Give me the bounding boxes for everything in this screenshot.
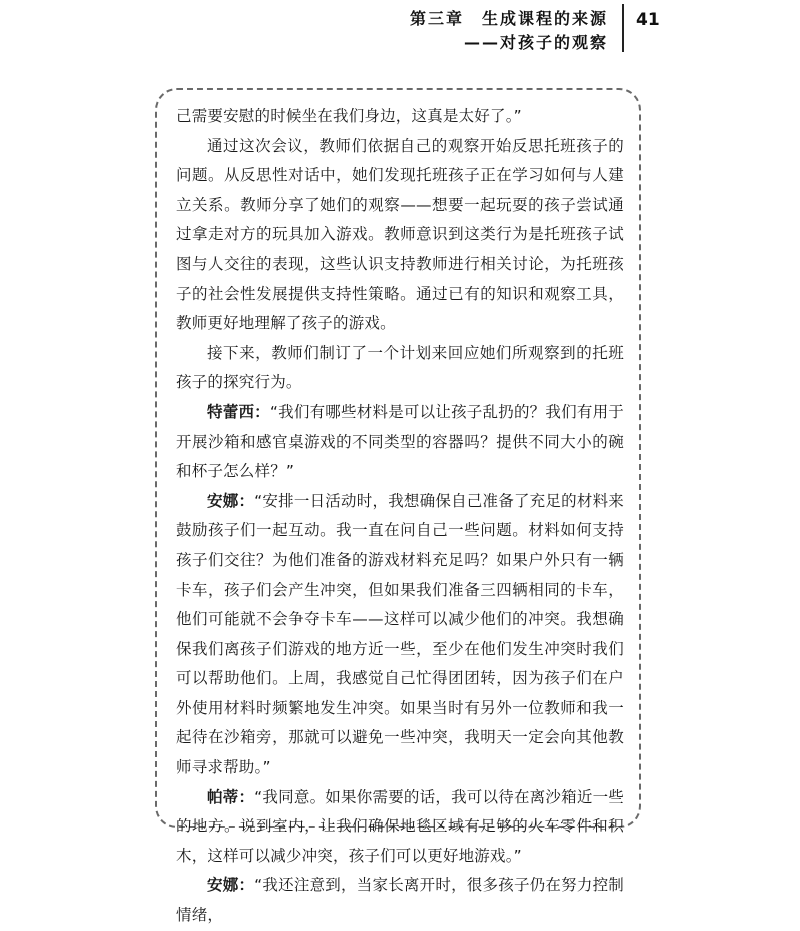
body-text <box>176 102 624 931</box>
speaker-name: 帕蒂： <box>207 787 255 806</box>
paragraph-text: 己需要安慰的时候坐在我们身边，这真是太好了。” <box>176 107 522 125</box>
paragraph-text: 通过这次会议，教师们依据自己的观察开始反思托班孩子的问题。从反思性对话中，她们发现托班孩子正在学习如何与人建立关系。教师分享了她们的观察——想要一起玩耍的孩子尝试通过拿走对方的玩具加入游戏。教师意识到这类行为是托班孩子试图与人交往的表现，这些认识支持教师进行相关讨论，为托班孩子的社会性发展提供支持性策略。通过已有的知识和观察工具，教师更好地理解了孩子的游戏。 <box>176 136 624 333</box>
header-divider <box>622 4 624 52</box>
paragraph <box>176 132 624 339</box>
speaker-name: 安娜： <box>207 491 255 510</box>
speaker-name: 安娜： <box>207 876 255 895</box>
paragraph-text: “我们有哪些材料是可以让孩子乱扔的？我们有用于开展沙箱和感官桌游戏的不同类型的容器吗？提供不同大小的碗和杯子怎么样？” <box>176 402 624 481</box>
chapter-title: 第三章 生成课程的来源 <box>409 9 608 28</box>
dialogue-paragraph <box>176 487 624 783</box>
page-number: 41 <box>636 10 660 30</box>
speaker-name: 特蕾西： <box>207 402 270 421</box>
chapter-subtitle: ——对孩子的观察 <box>463 33 608 52</box>
paragraph <box>176 339 624 398</box>
dialogue-paragraph <box>176 398 624 487</box>
dialogue-paragraph <box>176 783 624 872</box>
paragraph-text: “我同意。如果你需要的话，我可以待在离沙箱近一些的地方。说到室内，让我们确保地毯区域有足够的火车零件和积木，这样可以减少冲突，孩子们可以更好地游戏。” <box>176 787 624 865</box>
paragraph <box>176 102 624 132</box>
page-header <box>0 0 800 60</box>
paragraph-text: “我还注意到，当家长离开时，很多孩子仍在努力控制情绪， <box>176 876 624 925</box>
paragraph-text: “安排一日活动时，我想确保自己准备了充足的材料来鼓励孩子们一起互动。我一直在问自己一些问题。材料如何支持孩子们交往？为他们准备的游戏材料充足吗？如果户外只有一辆卡车，孩子们会产生冲突，但如果我们准备三四辆相同的卡车，他们可能就不会争夺卡车——这样可以减少他们的冲突。我想确保我们离孩子们游戏的地方近一些，至少在他们发生冲突时我们可以帮助他们。上周，我感觉自己忙得团团转，因为孩子们在户外使用材料时频繁地发生冲突。如果当时有另外一位教师和我一起待在沙箱旁，那就可以避免一些冲突，我明天一定会向其他教师寻求帮助。” <box>176 491 624 777</box>
dialogue-paragraph <box>176 871 624 930</box>
paragraph-text: 接下来，教师们制订了一个计划来回应她们所观察到的托班孩子的探究行为。 <box>176 343 624 392</box>
